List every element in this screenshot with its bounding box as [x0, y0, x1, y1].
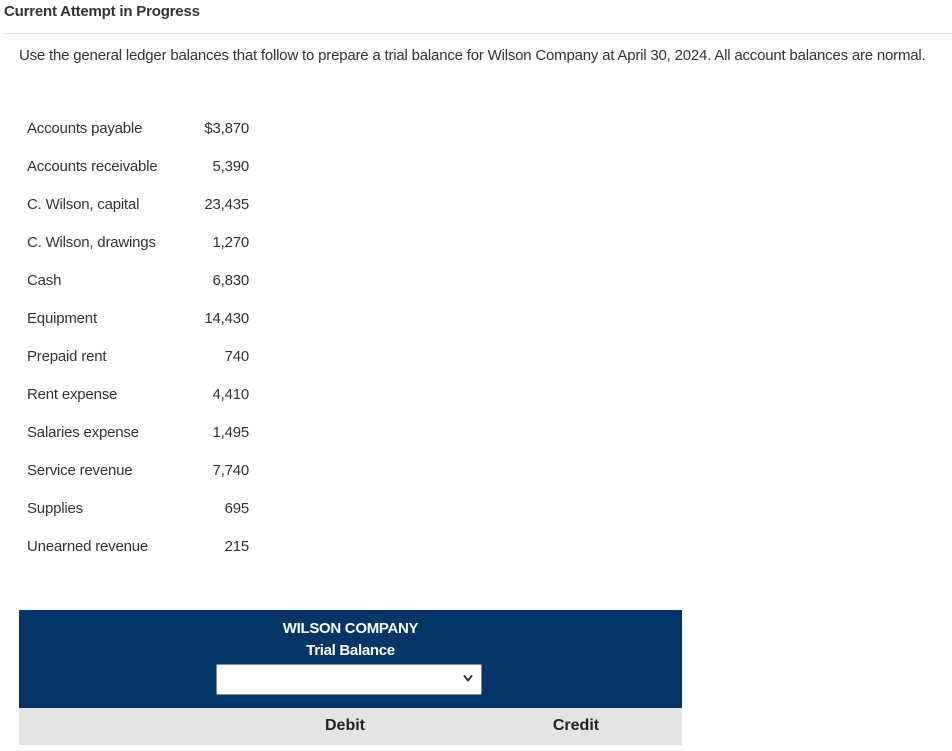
ledger-account-amount: 740	[224, 348, 249, 365]
ledger-account-name: Supplies	[27, 500, 83, 517]
trial-balance-title: Trial Balance	[306, 642, 395, 659]
ledger-row	[27, 459, 267, 497]
ledger-account-amount: 5,390	[212, 158, 249, 175]
ledger-balance-list	[27, 117, 267, 573]
ledger-account-name: Cash	[27, 272, 62, 289]
question-instructions: Use the general ledger balances that follow to prepare a trial balance for Wilson Company at April 30, 2024. All account balances are normal.	[19, 47, 926, 64]
ledger-account-amount: 6,830	[212, 272, 249, 289]
ledger-row	[27, 497, 267, 535]
trial-balance-date-select[interactable]	[216, 664, 482, 695]
ledger-row	[27, 421, 267, 459]
ledger-account-name: Accounts receivable	[27, 158, 158, 175]
ledger-row	[27, 345, 267, 383]
header-divider	[4, 33, 952, 34]
ledger-account-name: C. Wilson, drawings	[27, 234, 156, 251]
ledger-account-amount: 14,430	[204, 310, 249, 327]
ledger-account-amount: 7,740	[212, 462, 249, 479]
ledger-account-amount: 1,270	[212, 234, 249, 251]
chevron-down-icon	[462, 671, 474, 687]
trial-balance-column-header-row	[19, 708, 682, 745]
ledger-row	[27, 117, 267, 155]
ledger-row	[27, 307, 267, 345]
ledger-account-amount: 23,435	[204, 196, 249, 213]
ledger-account-amount: $3,870	[204, 120, 249, 137]
trial-balance-header	[19, 610, 682, 708]
credit-column-header: Credit	[552, 717, 600, 734]
attempt-status-heading: Current Attempt in Progress	[4, 3, 200, 20]
ledger-account-amount: 1,495	[212, 424, 249, 441]
ledger-account-amount: 215	[224, 538, 249, 555]
ledger-row	[27, 193, 267, 231]
ledger-account-name: Service revenue	[27, 462, 133, 479]
ledger-account-name: Rent expense	[27, 386, 118, 403]
ledger-account-name: C. Wilson, capital	[27, 196, 140, 213]
trial-balance-company-name: WILSON COMPANY	[282, 620, 419, 637]
ledger-account-amount: 4,410	[212, 386, 249, 403]
ledger-account-amount: 695	[224, 500, 249, 517]
debit-column-header: Debit	[325, 717, 365, 734]
ledger-account-name: Salaries expense	[27, 424, 139, 441]
ledger-account-name: Equipment	[27, 310, 97, 327]
ledger-account-name: Accounts payable	[27, 120, 143, 137]
ledger-row	[27, 383, 267, 421]
ledger-row	[27, 535, 267, 573]
ledger-row	[27, 155, 267, 193]
ledger-account-name: Unearned revenue	[27, 538, 149, 555]
ledger-account-name: Prepaid rent	[27, 348, 107, 365]
ledger-row	[27, 269, 267, 307]
ledger-row	[27, 231, 267, 269]
